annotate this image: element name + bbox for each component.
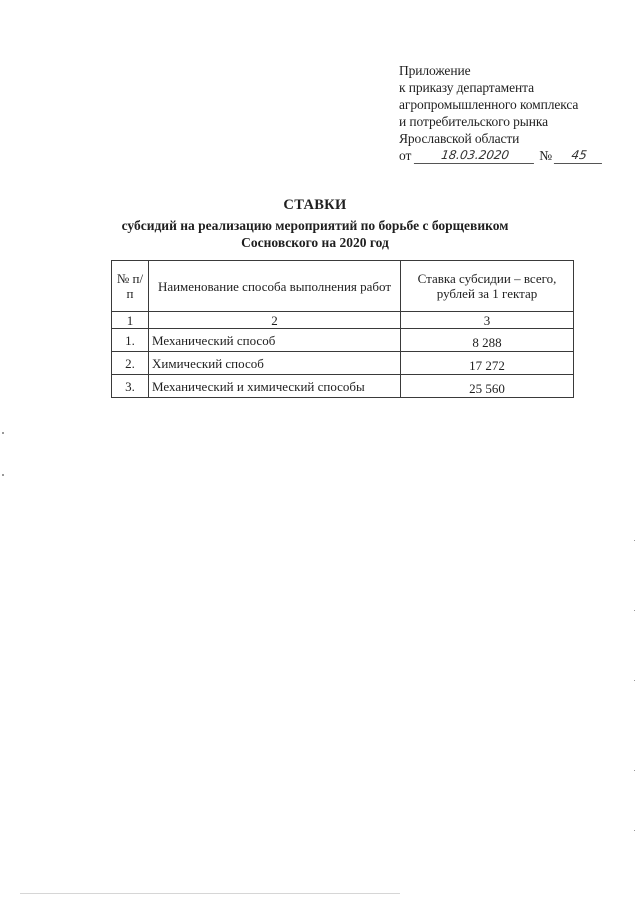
row-rate: 17 272 xyxy=(401,352,574,375)
document-title: СТАВКИ xyxy=(283,197,347,213)
row-num: 3. xyxy=(112,375,149,398)
column-number: 2 xyxy=(149,312,401,329)
approval-line: агропромышленного комплекса xyxy=(399,97,579,112)
row-method: Механический и химический способы xyxy=(149,375,401,398)
approval-line: Ярославской области xyxy=(399,131,520,146)
handwritten-date: 18.03.2020 xyxy=(414,148,536,164)
handwritten-number: 45 xyxy=(554,148,604,164)
scan-speck xyxy=(2,432,4,434)
order-date-line xyxy=(399,147,629,164)
approval-line: и потребительского рынка xyxy=(399,114,549,129)
scan-edge-line xyxy=(20,893,400,894)
document-subtitle-continued: Сосновского на 2020 год xyxy=(241,235,389,250)
row-rate: 25 560 xyxy=(401,375,574,398)
column-number: 1 xyxy=(112,312,149,329)
header-name: Наименование способа выполнения работ xyxy=(149,261,401,312)
table-header-row xyxy=(112,261,574,312)
approval-line: к приказу департамента xyxy=(399,80,534,95)
row-method: Механический способ xyxy=(149,329,401,352)
row-num: 1. xyxy=(112,329,149,352)
column-number-row xyxy=(112,312,574,329)
column-number: 3 xyxy=(401,312,574,329)
row-rate: 8 288 xyxy=(401,329,574,352)
table-row xyxy=(112,352,574,375)
approval-block xyxy=(399,62,629,164)
scan-speck xyxy=(2,474,4,476)
header-num: № п/п xyxy=(112,261,149,312)
approval-line: Приложение xyxy=(399,63,471,78)
table-row xyxy=(112,375,574,398)
table-row xyxy=(112,329,574,352)
scan-speck xyxy=(634,770,635,771)
scan-speck xyxy=(634,610,635,611)
subsidy-rates-table xyxy=(111,260,574,398)
scan-speck xyxy=(634,680,635,681)
row-method: Химический способ xyxy=(149,352,401,375)
scan-speck xyxy=(634,540,635,541)
number-label: № xyxy=(539,148,553,163)
document-subtitle: субсидий на реализацию мероприятий по борьбе с борщевиком xyxy=(121,218,509,233)
header-rate: Ставка субсидии – всего, рублей за 1 гектар xyxy=(401,261,574,312)
scan-speck xyxy=(634,830,635,831)
date-prefix: от xyxy=(399,148,412,163)
row-num: 2. xyxy=(112,352,149,375)
